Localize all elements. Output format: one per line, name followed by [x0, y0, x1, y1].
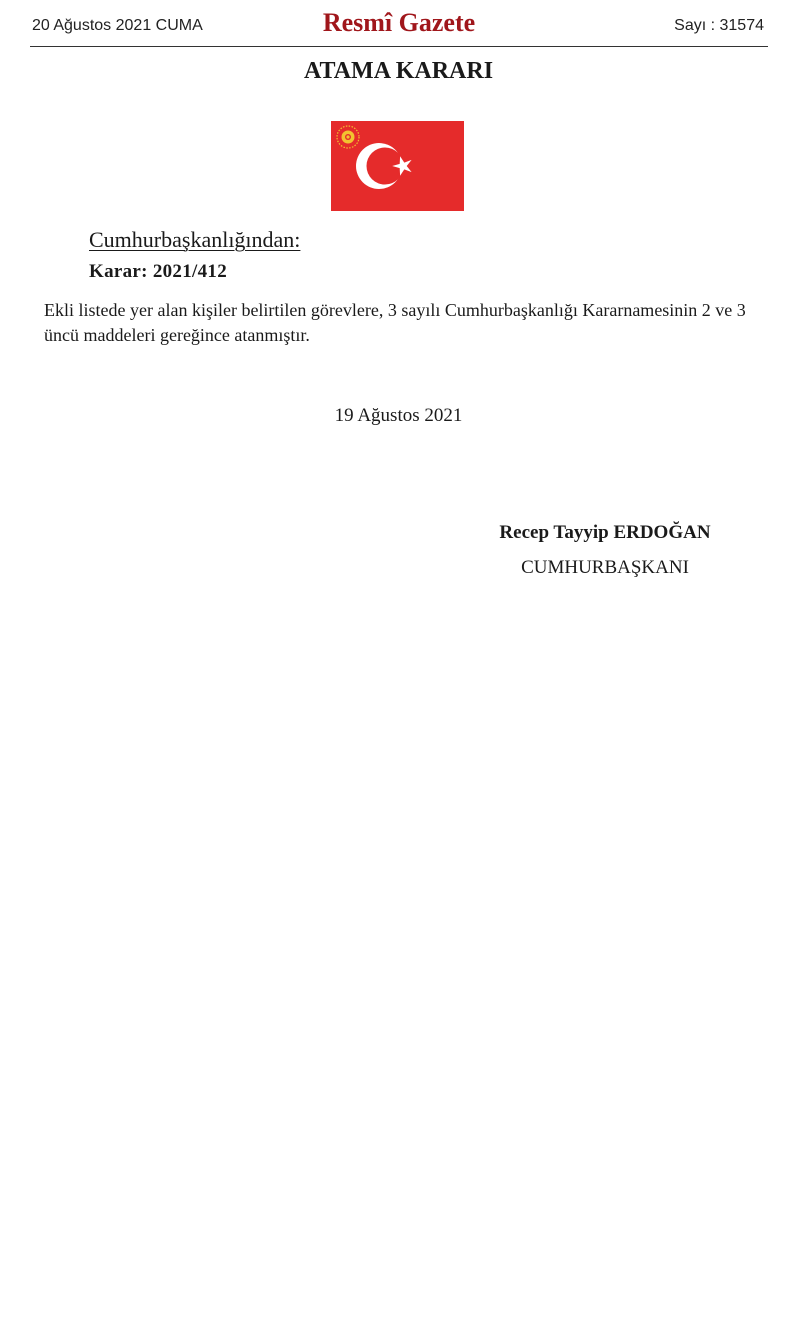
issue-number: Sayı : 31574	[674, 17, 764, 34]
decree-number: Karar: 2021/412	[89, 261, 228, 282]
issuer-heading: Cumhurbaşkanlığından:	[89, 227, 301, 252]
turkish-flag-icon	[331, 121, 464, 211]
issue-date: 20 Ağustos 2021 CUMA	[32, 17, 203, 34]
flag-graphic	[331, 121, 464, 211]
gazette-header	[30, 0, 768, 47]
signer-title: CUMHURBAŞKANI	[521, 557, 689, 578]
decree-date: 19 Ağustos 2021	[334, 405, 463, 426]
decree-body-text: Ekli listede yer alan kişiler belirtilen görevlere, 3 sayılı Cumhurbaşkanlığı Kararnamesinin 2 ve 3 üncü maddeleri gereğince atanmıştır.	[44, 300, 746, 345]
gazette-title: Resmî Gazete	[322, 8, 476, 37]
document-title: ATAMA KARARI	[303, 58, 494, 84]
signer-name: Recep Tayyip ERDOĞAN	[499, 522, 711, 543]
